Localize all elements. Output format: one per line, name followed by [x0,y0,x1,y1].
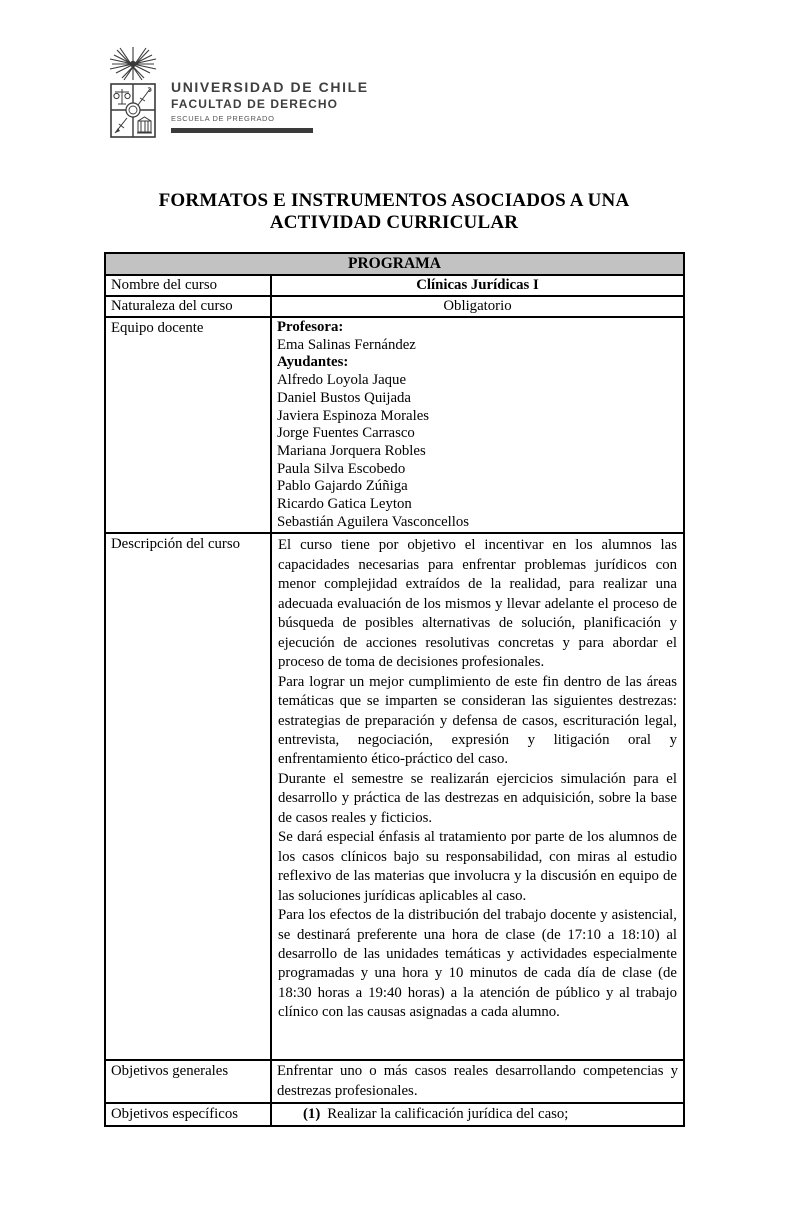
professor-heading: Profesora: [277,319,344,335]
logo-divider-bar [171,128,313,133]
assistant-name: Sebastián Aguilera Vasconcellos [277,513,470,530]
document-title-line1: FORMATOS E INSTRUMENTOS ASOCIADOS A UNA [158,190,630,211]
table-header-programa: PROGRAMA [105,253,684,275]
logo-faculty-name: FACULTAD DE DERECHO [171,97,339,111]
teaching-team-value [271,317,684,533]
description-paragraph: Durante el semestre se realizarán ejercicios simulación para el desarrollo y práctica de las destrezas en adquisición, sobre la base de casos reales y ficticios. [278,770,677,826]
course-description-label: Descripción del curso [105,533,271,1060]
row-course-description [105,533,684,1060]
row-specific-objectives [105,1103,684,1126]
description-paragraph: Se dará especial énfasis al tratamiento por parte de los alumnos de los casos clínicos bajo su responsabilidad, con miras al estudio reflexivo de las materias que involucra y la discusión en equipo de las soluciones jurídicas aplicables al caso. [278,829,677,904]
course-description-value [271,533,684,1060]
row-course-nature [105,296,684,317]
course-nature-label: Naturaleza del curso [105,296,271,317]
assistant-name: Ricardo Gatica Leyton [277,496,412,513]
description-paragraph: Para los efectos de la distribución del trabajo docente y asistencial, se destinará preferente una hora de clase (de 17:10 a 18:10) al desarrollo de las unidades temáticas y actividades especialmente programadas y una hora y 10 minutos de cada día de clase (de 18:30 horas a 19:40 horas) a la atención de público y al trabajo clínico con las causas asignadas a cada alumno. [278,907,677,1021]
general-objectives-value [271,1060,684,1103]
assistants-heading: Ayudantes: [277,354,349,371]
logo-university-name: UNIVERSIDAD DE CHILE [171,79,369,95]
logo-school-name: ESCUELA DE PREGRADO [171,114,275,123]
row-general-objectives [105,1060,684,1103]
course-nature-value: Obligatorio [271,296,684,317]
assistant-name: Mariana Jorquera Robles [277,442,426,459]
row-teaching-team [105,317,684,533]
assistant-name: Daniel Bustos Quijada [277,389,411,406]
professor-name: Ema Salinas Fernández [277,336,416,353]
table-header-row [105,253,684,275]
specific-objective-item [277,1105,678,1124]
row-course-name [105,275,684,296]
specific-objectives-value [271,1103,684,1126]
document-title-line2: ACTIVIDAD CURRICULAR [269,212,519,233]
assistant-name: Jorge Fuentes Carrasco [277,425,415,442]
general-objectives-text: Enfrentar uno o más casos reales desarrollando competencias y destrezas profesionales. [277,1063,678,1099]
assistant-name: Alfredo Loyola Jaque [277,372,407,389]
general-objectives-label: Objetivos generales [105,1060,271,1103]
program-table [104,252,685,1127]
assistant-name: Paula Silva Escobedo [277,460,406,477]
description-paragraph: Para lograr un mejor cumplimiento de este fin dentro de las áreas temáticas que se imparten se consideran las siguientes destrezas: estrategias de preparación y defensa de casos, escrituración legal, entrevista, negociación, expresión y litigación oral y enfrentamiento ético-práctico del caso. [278,673,677,768]
teaching-team-label: Equipo docente [105,317,271,533]
course-name-value: Clínicas Jurídicas I [271,275,684,296]
universidad-de-chile-crest-icon [104,46,162,144]
document-title [0,190,788,234]
course-name-label: Nombre del curso [105,275,271,296]
assistant-name: Pablo Gajardo Zúñiga [277,478,408,495]
specific-objectives-label: Objetivos específicos [105,1103,271,1126]
specific-objective-text: Realizar la calificación jurídica del caso; [327,1106,569,1123]
university-logo [104,46,369,144]
assistant-name: Javiera Espinoza Morales [277,407,430,424]
description-paragraph: El curso tiene por objetivo el incentivar en los alumnos las capacidades necesarias para enfrentar problemas jurídicos con menor complejidad extraídos de la realidad, para realizar una adecuada evaluación de los mismos y llevar adelante el proceso de búsqueda de posibles alternativas de solución, planificación y ejecución de acciones resolutivas concretas y para abordar el proceso de toma de decisiones profesionales. [278,537,677,671]
specific-objective-number: (1) [303,1106,321,1123]
logo-text-block [171,46,369,133]
